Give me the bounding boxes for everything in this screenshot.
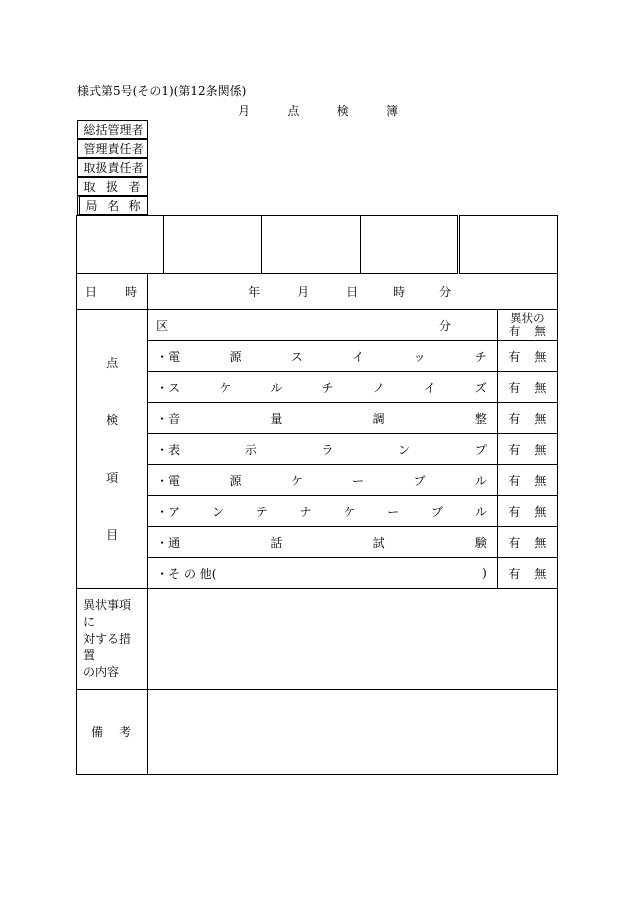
sign-box-handler[interactable] <box>360 216 458 274</box>
form-text: 任 <box>119 142 132 156</box>
form-text: チ <box>321 380 334 395</box>
form-text: 整 <box>474 411 487 426</box>
form-text: イ <box>352 349 365 364</box>
yes-no-cell[interactable] <box>497 403 557 434</box>
form-text: 有 <box>508 442 521 457</box>
form-text: 備 <box>91 725 104 740</box>
form-text: 量 <box>270 411 283 426</box>
form-text: ル <box>270 380 283 395</box>
form-text: 者 <box>128 180 141 194</box>
form-text: ン <box>211 504 224 519</box>
form-text: 年 <box>248 285 261 299</box>
form-text: 有 <box>508 324 521 338</box>
form-text: 日 <box>346 285 359 299</box>
form-text: 源 <box>229 473 242 488</box>
inspection-header-row <box>77 310 558 341</box>
form-text: 有 <box>508 411 521 426</box>
inspection-form <box>76 120 558 775</box>
header-handler <box>77 177 148 196</box>
form-text: ー <box>387 504 400 519</box>
inspection-item-row <box>77 341 558 372</box>
form-text: 者 <box>131 142 144 156</box>
yes-no-cell[interactable] <box>497 527 557 558</box>
yes-no-cell[interactable] <box>497 434 557 465</box>
form-text: ) <box>482 566 487 580</box>
form-text: ケ <box>343 504 356 519</box>
form-text: ス <box>290 349 303 364</box>
item-call-test <box>148 527 498 558</box>
form-text: 無 <box>534 380 547 395</box>
form-text: 無 <box>534 411 547 426</box>
inspection-item-row <box>77 558 558 589</box>
form-text: ケ <box>290 473 303 488</box>
form-text: 者 <box>131 123 144 137</box>
form-text: 話 <box>270 535 283 550</box>
datetime-field[interactable] <box>148 274 558 310</box>
form-text: チ <box>474 349 487 364</box>
inspection-item-row <box>77 434 558 465</box>
form-text: ・音 <box>156 411 181 426</box>
form-text: 無 <box>534 535 547 550</box>
form-text: 理 <box>95 142 108 156</box>
form-text: ナ <box>299 504 312 519</box>
form-text: 試 <box>372 535 385 550</box>
inspection-item-row <box>77 465 558 496</box>
form-text: 無 <box>534 566 547 581</box>
form-text: ・そ の 他( <box>156 566 217 581</box>
form-text: 点 <box>106 355 119 370</box>
measures-label <box>77 589 148 690</box>
form-text: 区 <box>156 318 169 333</box>
form-text: 取 <box>83 161 96 175</box>
form-text: ・表 <box>156 442 181 457</box>
form-text: 対する措置 <box>83 631 132 663</box>
form-text: 験 <box>474 535 487 550</box>
inspection-item-row <box>77 527 558 558</box>
form-text: テ <box>255 504 268 519</box>
form-text: 無 <box>534 324 546 338</box>
form-text: 有 <box>508 566 521 581</box>
form-text: 管 <box>107 123 120 137</box>
page-title <box>238 102 398 119</box>
form-text: 称 <box>128 199 141 213</box>
item-volume-adjust <box>148 403 498 434</box>
form-text: 有 <box>508 473 521 488</box>
form-text: 括 <box>95 123 108 137</box>
form-text: 無 <box>534 473 547 488</box>
form-text: 異状事項に <box>83 598 132 629</box>
form-text: 目 <box>106 528 119 543</box>
form-text: ノ <box>372 380 385 395</box>
form-text: 異状の <box>510 310 545 325</box>
sign-box-station-name[interactable] <box>458 216 557 274</box>
form-text: 月 <box>297 285 310 299</box>
yes-no-cell[interactable] <box>497 465 557 496</box>
form-text: ・通 <box>156 535 181 550</box>
header-station-name <box>77 196 148 215</box>
yes-no-cell[interactable] <box>497 496 557 527</box>
yes-no-cell[interactable] <box>497 341 557 372</box>
form-text: ブ <box>431 504 444 519</box>
form-text: ラ <box>321 442 334 457</box>
header-management-officer <box>77 139 148 158</box>
form-text: 調 <box>372 411 385 426</box>
form-text: 無 <box>534 442 547 457</box>
form-text: 任 <box>119 161 132 175</box>
form-text: 検 <box>106 413 119 428</box>
item-antenna-cable <box>148 496 498 527</box>
form-text: ケ <box>219 380 232 395</box>
form-text: 無 <box>534 349 547 364</box>
title-char: 点 <box>287 104 300 118</box>
form-text: ル <box>474 504 487 519</box>
form-text: 者 <box>131 161 144 175</box>
form-text: 有 <box>508 380 521 395</box>
title-char: 簿 <box>385 104 398 118</box>
form-text: 責 <box>107 161 120 175</box>
form-text: 有 <box>508 504 521 519</box>
yes-no-cell[interactable] <box>497 372 557 403</box>
header-handling-officer <box>77 158 148 177</box>
form-text: 扱 <box>95 161 108 175</box>
item-squelch-noise <box>148 372 498 403</box>
form-text: ・電 <box>156 349 181 364</box>
inspection-items-label <box>77 310 148 589</box>
remarks-row <box>77 689 558 774</box>
signature-header-row <box>77 120 558 216</box>
form-text: の内容 <box>83 665 120 680</box>
form-text: 責 <box>107 142 120 156</box>
form-text: 項 <box>106 470 119 485</box>
category-header <box>148 310 498 341</box>
form-text: 時 <box>125 285 138 299</box>
form-text: 考 <box>119 725 132 740</box>
form-text: 局 <box>85 199 98 213</box>
measures-row <box>77 589 558 690</box>
remarks-field[interactable] <box>148 689 558 774</box>
signature-row <box>77 216 558 274</box>
item-power-switch <box>148 341 498 372</box>
form-text: ッ <box>413 349 426 364</box>
form-text: 理 <box>119 123 132 137</box>
datetime-row <box>77 274 558 310</box>
form-text: 源 <box>229 349 242 364</box>
sign-box-management-officer[interactable] <box>164 216 262 274</box>
form-text: イ <box>423 380 436 395</box>
title-char: 検 <box>336 104 349 118</box>
form-text: 扱 <box>106 180 119 194</box>
form-text: 管 <box>83 142 96 156</box>
measures-field[interactable] <box>148 589 558 690</box>
form-text: 取 <box>83 180 96 194</box>
form-text: ル <box>474 473 487 488</box>
sign-box-handling-officer[interactable] <box>262 216 360 274</box>
inspection-item-row <box>77 403 558 434</box>
item-power-cable <box>148 465 498 496</box>
form-text: ズ <box>474 380 487 395</box>
item-indicator-lamp <box>148 434 498 465</box>
yes-no-cell[interactable] <box>497 558 557 589</box>
datetime-label <box>77 274 148 310</box>
form-text: 示 <box>244 442 257 457</box>
form-text: 分 <box>439 285 452 299</box>
form-text: 分 <box>438 318 451 333</box>
presence-header <box>497 310 557 341</box>
form-text: ー <box>352 473 365 488</box>
remarks-label <box>77 689 148 774</box>
form-text: 有 <box>508 535 521 550</box>
form-text: プ <box>474 442 487 457</box>
form-text: 日 <box>85 285 98 299</box>
form-text: ブ <box>413 473 426 488</box>
inspection-item-row <box>77 372 558 403</box>
form-text: ン <box>398 442 411 457</box>
form-text: 総 <box>83 123 96 137</box>
form-number-label: 様式第5号(その1)(第12条関係) <box>77 84 247 98</box>
form-text: ・ア <box>156 504 181 519</box>
sign-box-general-manager[interactable] <box>77 216 164 274</box>
header-general-manager <box>77 120 148 139</box>
form-text: 名 <box>107 199 120 213</box>
inspection-item-row <box>77 496 558 527</box>
form-text: 無 <box>534 504 547 519</box>
item-other[interactable] <box>148 558 498 589</box>
form-text: 有 <box>508 349 521 364</box>
form-text: ・ス <box>156 380 181 395</box>
form-text: ・電 <box>156 473 181 488</box>
form-text: 時 <box>393 285 406 299</box>
title-char: 月 <box>238 104 251 118</box>
